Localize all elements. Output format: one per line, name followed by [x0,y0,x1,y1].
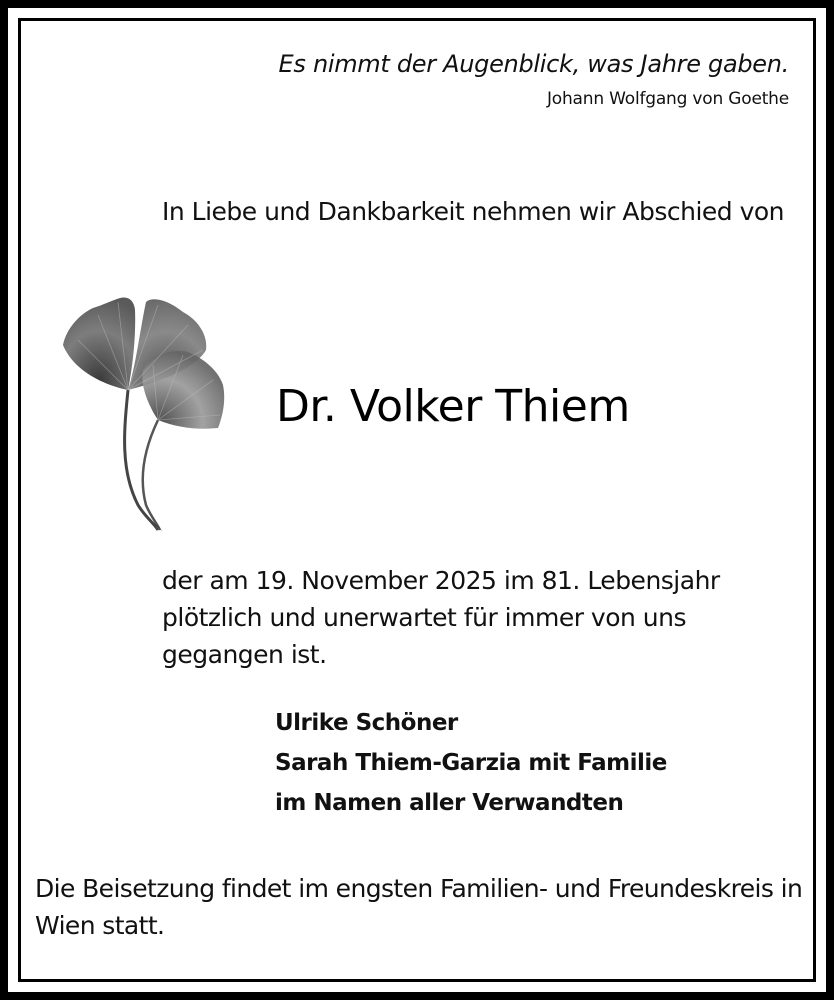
mourner-name: Ulrike Schöner [275,710,458,736]
mourner-name: Sarah Thiem-Garzia mit Familie [275,750,667,776]
mourners-list [275,703,667,823]
mourner-name: im Namen aller Verwandten [275,790,624,816]
intro-text: In Liebe und Dankbarkeit nehmen wir Abschied von [162,197,785,226]
goethe-quote: Es nimmt der Augenblick, was Jahre gaben. [278,50,789,78]
death-notice-text: der am 19. November 2025 im 81. Lebensjahr plötzlich und unerwartet für immer von uns gegangen ist. [162,566,720,669]
funeral-info: Die Beisetzung findet im engsten Familien- und Freundeskreis in Wien statt. [35,874,803,940]
deceased-name: Dr. Volker Thiem [276,381,630,432]
quote-author: Johann Wolfgang von Goethe [546,89,789,109]
ginkgo-leaves-icon [58,290,238,535]
